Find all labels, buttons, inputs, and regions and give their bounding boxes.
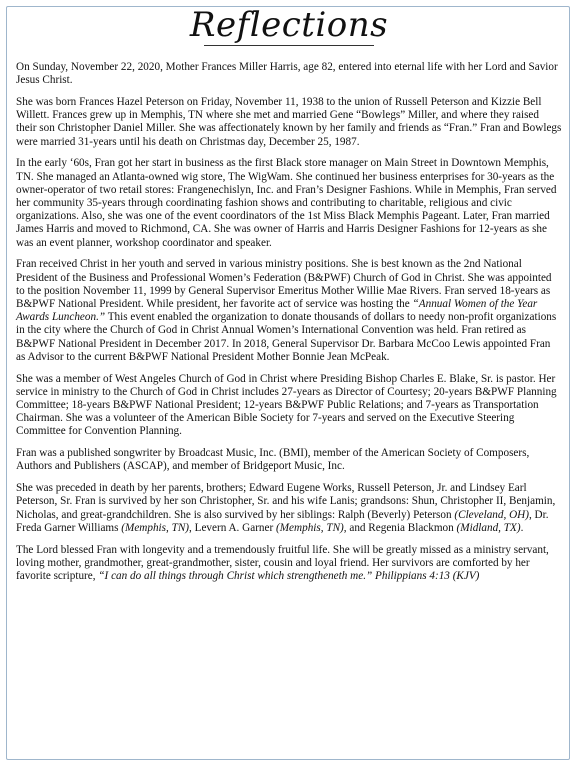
ministry-text-end: This event enabled the organization to donate thousands of dollars to needy non-profit organizations in the city where the Church of God in Christ Annual Women’s International Convention was held. Fran retired as B&PWF National President in December 2017. In 2018, General Supervisor Dr. Barbara McCoo Lewis appointed Fran as Advisor to the current B&PWF National President Mother Bonnie Jean McPeak. [16,311,557,363]
paragraph-family [16,482,562,535]
luncheon-title: “Annual Women of the Year Awards Luncheon.” [16,298,538,324]
paragraph-closing [16,544,562,584]
paragraph-songwriter: Fran was a published songwriter by Broadcast Music, Inc. (BMI), member of the American Society of Composers, Authors and Publishers (ASCAP), and member of Bridgeport Music, Inc. [16,447,530,473]
ministry-text-start: Fran received Christ in her youth and served in various ministry positions. She is best known as the 2nd National President of the Business and Professional Women’s Federation (B&PWF) Church of God in Christ. She was appointed to the position November 11, 1999 by General Supervisor Emeritus Mother Willie Mae Rivers. Fran served 18-years as B&PWF National President. While president, her favorite act of service was hosting the [16,258,552,311]
title-underline [204,45,374,46]
page-title: Reflections [189,5,389,45]
paragraph-ministry [16,258,562,364]
paragraph-church-service: She was a member of West Angeles Church of God in Christ where Presiding Bishop Charles E. Blake, Sr. is pastor. Her service in ministry to the Church of God in Christ includes 27-years as Director of Courtesy; 20-years B&PWF Planning Committee; 18-years B&PWF National President; 12-years B&PWF Public Relations; and 7-years as Transportation Chairman. She was a volunteer of the American Bible Society for 7-years and served on the Executive Steering Committee for Convention Planning. [16,372,557,438]
location-4: (Midland, TX) [456,521,521,534]
family-text-3: , Levern A. Garner [189,521,277,534]
family-text-1: She was preceded in death by her parents, brothers; Edward Eugene Works, Russell Peterson, Jr. and Lindsey Earl Peterson, Sr. Fran is survived by her son Christopher, Sr. and his wife Lanis; grandsons: Shun, Christopher II, Benjamin, Nicholas, and great-grandchildren. She is also survived by her siblings: Ralph (Beverly) Peterson [16,482,556,521]
location-1: (Cleveland, OH) [454,508,529,521]
paragraph-passing: On Sunday, November 22, 2020, Mother Frances Miller Harris, age 82, entered into eternal life with her Lord and Savior Jesus Christ. [16,61,558,87]
family-text-4: , and Regenia Blackmon [343,521,457,534]
paragraph-business: In the early ‘60s, Fran got her start in business as the first Black store manager on Main Street in Downtown Memphis, TN. She managed an Atlanta-owned wig store, The WigWam. She continued her business enterprises for 30-years as the owner-operator of two retail stores: Frangenechislyn, Inc. and Fran’s Designer Fashions. While in Memphis, Fran served her community 35-years through coordinating fashion shows and contributing to charitable, religious and civic organizations. Also, she was one of the event coordinators of the 1st Miss Black Memphis Pageant. Later, Fran married James Harris and moved to Richmond, CA. She was owner of Harris and Harris Designer Fashions for 12-years as she was an event planner, workshop coordinator and speaker. [16,157,557,249]
location-3: (Memphis, TN) [276,521,344,534]
closing-text: The Lord blessed Fran with longevity and a tremendously fruitful life. She will be greatly missed as a ministry servant, loving mother, grandmother, great-grandmother, sister, cousin and loyal friend. Her survivors are comforted by her favorite scripture, [16,543,549,583]
family-text-2: , Dr. Freda Garner Williams [16,508,549,534]
obituary-body [16,61,562,592]
location-2: (Memphis, TN) [121,521,190,534]
favorite-scripture: “I can do all things through Christ which strengtheneth me.” Philippians 4:13 (KJV) [98,570,480,583]
family-text-5: . [520,521,524,534]
paragraph-early-life: She was born Frances Hazel Peterson on Friday, November 11, 1938 to the union of Russell Peterson and Kizzie Bell Willett. Frances grew up in Memphis, TN where she met and married Gene “Bowlegs” Miller, and where they raised their son Christopher Daniel Miller. She was affectionately known by her family and friends as “Fran.” Fran and Bowlegs were married 31-years until his death on Christmas day, December 25, 1987. [16,96,562,148]
